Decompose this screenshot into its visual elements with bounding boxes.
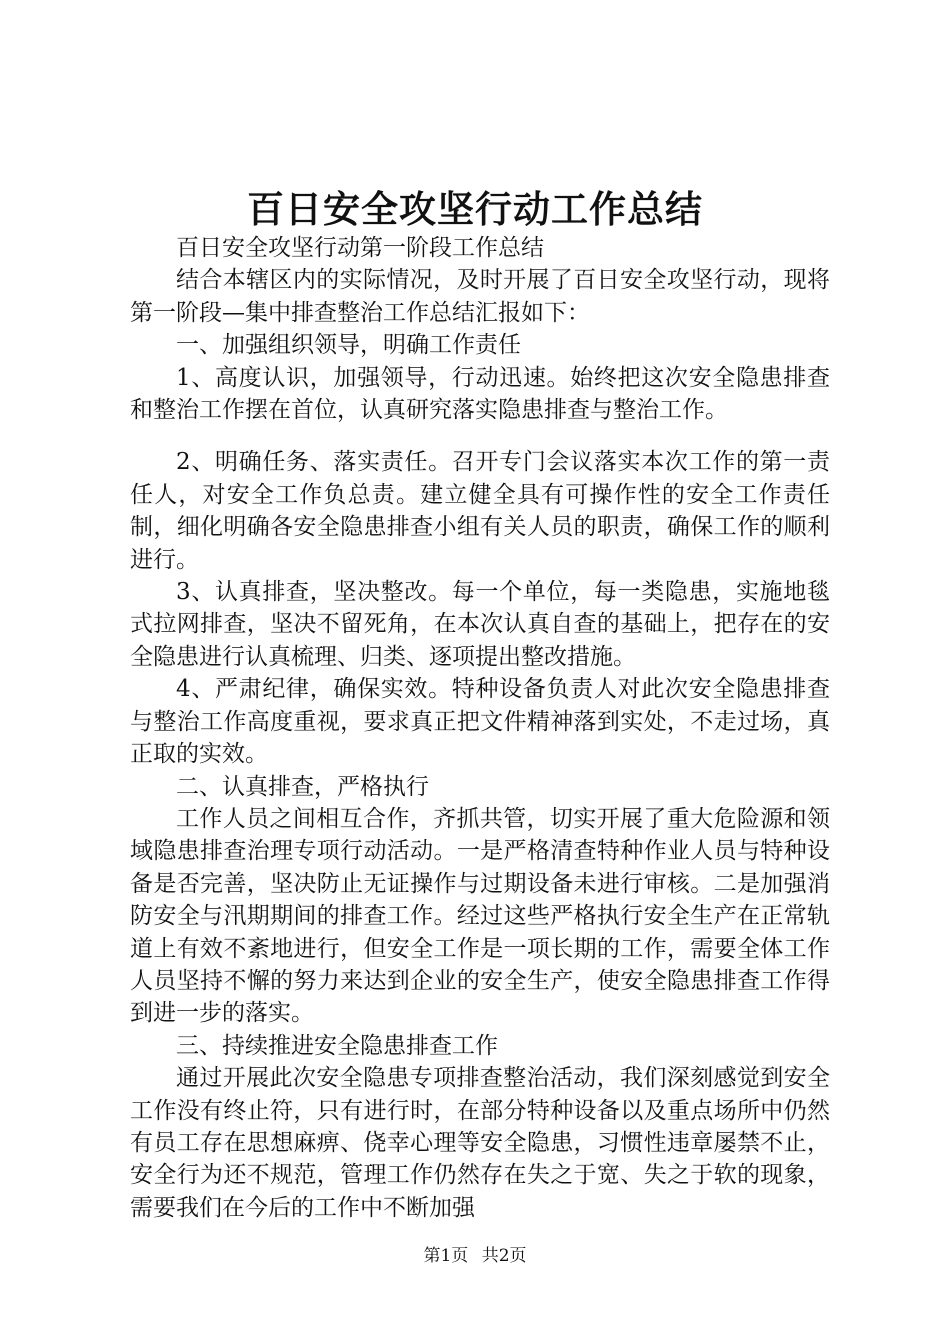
section-heading-3: 三、持续推进安全隐患排查工作 (176, 1032, 498, 1059)
intro-paragraph: 结合本辖区内的实际情况，及时开展了百日安全攻坚行动，现将第一阶段—集中排查整治工作总结汇报如下： (130, 267, 830, 326)
subtitle-paragraph: 百日安全攻坚行动第一阶段工作总结 (176, 235, 544, 261)
body-paragraph-2: 2、明确任务、落实责任。召开专门会议落实本次工作的第一责任人，对安全工作负总责。建立健全具有可操作性的安全工作责任制，细化明确各安全隐患排查小组有关人员的职责，确保工作的顺利进行。 (130, 449, 830, 573)
section-heading-1: 一、加强组织领导，明确工作责任 (176, 332, 521, 359)
body-paragraph-3: 3、认真排查，坚决整改。每一个单位，每一类隐患，实施地毯式拉网排查，坚决不留死角，在本次认真自查的基础上，把存在的安全隐患进行认真梳理、归类、逐项提出整改措施。 (130, 579, 830, 670)
body-paragraph-1: 1、高度认识，加强领导，行动迅速。始终把这次安全隐患排查和整治工作摆在首位，认真研究落实隐患排查与整治工作。 (130, 364, 830, 424)
body-paragraph-4: 4、严肃纪律，确保实效。特种设备负责人对此次安全隐患排查与整治工作高度重视，要求真正把文件精神落到实处，不走过场，真正取的实效。 (130, 676, 830, 768)
body-paragraph-6: 通过开展此次安全隐患专项排查整治活动，我们深刻感觉到安全工作没有终止符，只有进行时，在部分特种设备以及重点场所中仍然有员工存在思想麻痹、侥幸心理等安全隐患，习惯性违章屡禁不止，安全行为还不规范，管理工作仍然存在失之于宽、失之于软的现象，需要我们在今后的工作中不断加强 (130, 1065, 830, 1221)
section-heading-2: 二、认真排查，严格执行 (176, 773, 429, 800)
page-total: 共2页 (481, 1246, 527, 1266)
page-number: 第1页 (423, 1246, 469, 1266)
page-footer (0, 1244, 950, 1268)
document-body (130, 232, 830, 1224)
document-title: 百日安全攻坚行动工作总结 (247, 187, 703, 231)
body-paragraph-5: 工作人员之间相互合作，齐抓共管，切实开展了重大危险源和领域隐患排查治理专项行动活动。一是严格清查特种作业人员与特种设备是否完善，坚决防止无证操作与过期设备未进行审核。二是加强消防安全与汛期期间的排查工作。经过这些严格执行安全生产在正常轨道上有效不紊地进行，但安全工作是一项长期的工作，需要全体工作人员坚持不懈的努力来达到企业的安全生产，使安全隐患排查工作得到进一步的落实。 (130, 805, 830, 1027)
